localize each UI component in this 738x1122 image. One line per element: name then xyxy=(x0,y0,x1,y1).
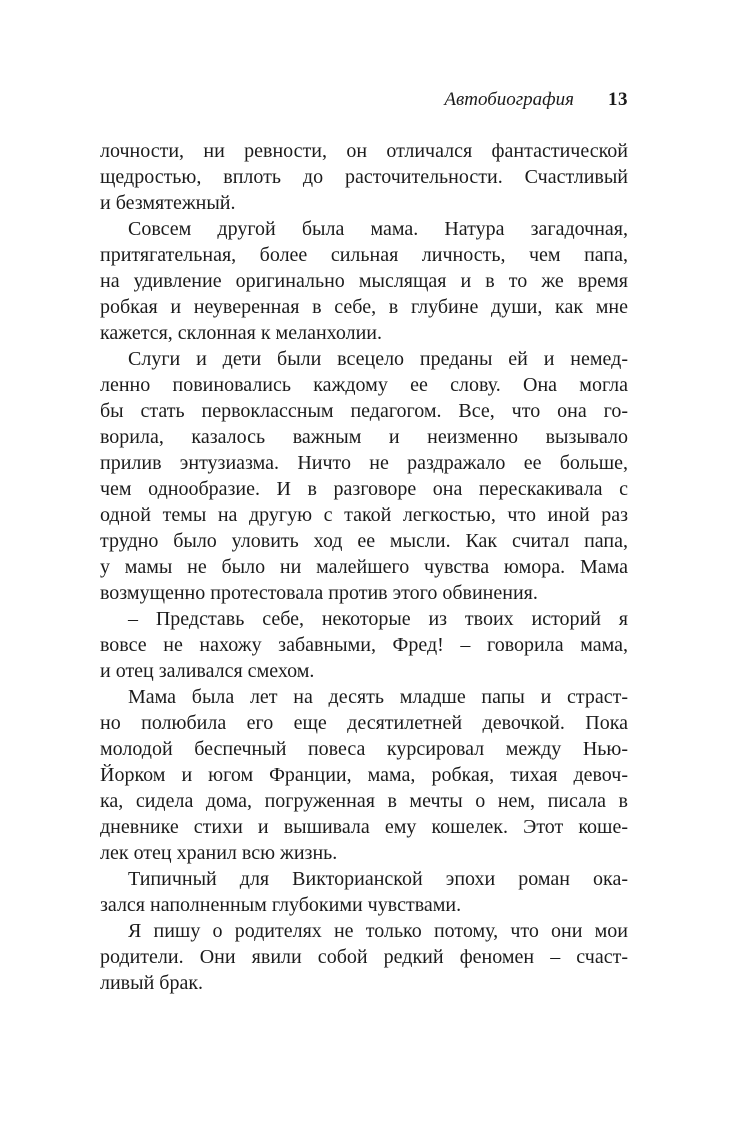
paragraph xyxy=(100,138,628,216)
paragraph xyxy=(100,606,628,684)
text-line: ка, сидела дома, погруженная в мечты о нем, писала в xyxy=(100,790,628,812)
text-line: зался наполненным глубокими чувствами. xyxy=(100,894,462,916)
text-line: щедростью, вплоть до расточительности. Счастливый xyxy=(100,166,628,188)
text-line: Типичный для Викторианской эпохи роман ока- xyxy=(128,868,628,890)
text-line: Йорком и югом Франции, мама, робкая, тихая девоч- xyxy=(100,764,628,786)
page-number: 13 xyxy=(608,89,628,110)
text-line: на удивление оригинально мыслящая и в то же время xyxy=(100,270,628,292)
text-line: Мама была лет на десять младше папы и страст- xyxy=(128,686,628,708)
text-line: вовсе не нахожу забавными, Фред! – говорила мама, xyxy=(100,634,628,656)
paragraph xyxy=(100,918,628,996)
text-line: ворила, казалось важным и неизменно вызывало xyxy=(100,426,628,448)
text-line: трудно было уловить ход ее мысли. Как считал папа, xyxy=(100,530,628,552)
text-line: – Представь себе, некоторые из твоих историй я xyxy=(128,608,628,630)
paragraph xyxy=(100,216,628,346)
text-line: прилив энтузиазма. Ничто не раздражало ее больше, xyxy=(100,452,628,474)
text-line: Совсем другой была мама. Натура загадочная, xyxy=(128,218,628,240)
text-line: Я пишу о родителях не только потому, что они мои xyxy=(128,920,628,942)
text-line: дневнике стихи и вышивала ему кошелек. Этот коше- xyxy=(100,816,628,838)
text-line: лек отец хранил всю жизнь. xyxy=(100,842,338,864)
paragraph xyxy=(100,346,628,606)
text-line: молодой беспечный повеса курсировал между Нью- xyxy=(100,738,628,760)
paragraph xyxy=(100,684,628,866)
page-body xyxy=(100,138,628,996)
text-line: робкая и неуверенная в себе, в глубине души, как мне xyxy=(100,296,628,318)
text-line: у мамы не было ни малейшего чувства юмора. Мама xyxy=(100,556,628,578)
text-line: но полюбила его еще десятилетней девочкой. Пока xyxy=(100,712,628,734)
text-line: притягательная, более сильная личность, чем папа, xyxy=(100,244,628,266)
text-line: кажется, склонная к меланхолии. xyxy=(100,322,383,344)
text-block xyxy=(100,90,628,996)
text-line: лочности, ни ревности, он отличался фантастической xyxy=(100,140,628,162)
text-line: Слуги и дети были всецело преданы ей и немед- xyxy=(128,348,628,370)
text-line: и безмятежный. xyxy=(100,192,236,214)
page-header xyxy=(100,90,628,110)
text-line: ливый брак. xyxy=(100,972,204,994)
text-line: и отец заливался смехом. xyxy=(100,660,315,682)
text-line: родители. Они явили собой редкий феномен – счаст- xyxy=(100,946,628,968)
paragraph xyxy=(100,866,628,918)
text-line: бы стать первоклассным педагогом. Все, что она го- xyxy=(100,400,628,422)
text-line: ленно повиновались каждому ее слову. Она могла xyxy=(100,374,628,396)
text-line: одной темы на другую с такой легкостью, что иной раз xyxy=(100,504,628,526)
text-line: чем однообразие. И в разговоре она перескакивала с xyxy=(100,478,628,500)
running-title: Автобиография xyxy=(444,89,574,110)
text-line: возмущенно протестовала против этого обвинения. xyxy=(100,582,538,604)
